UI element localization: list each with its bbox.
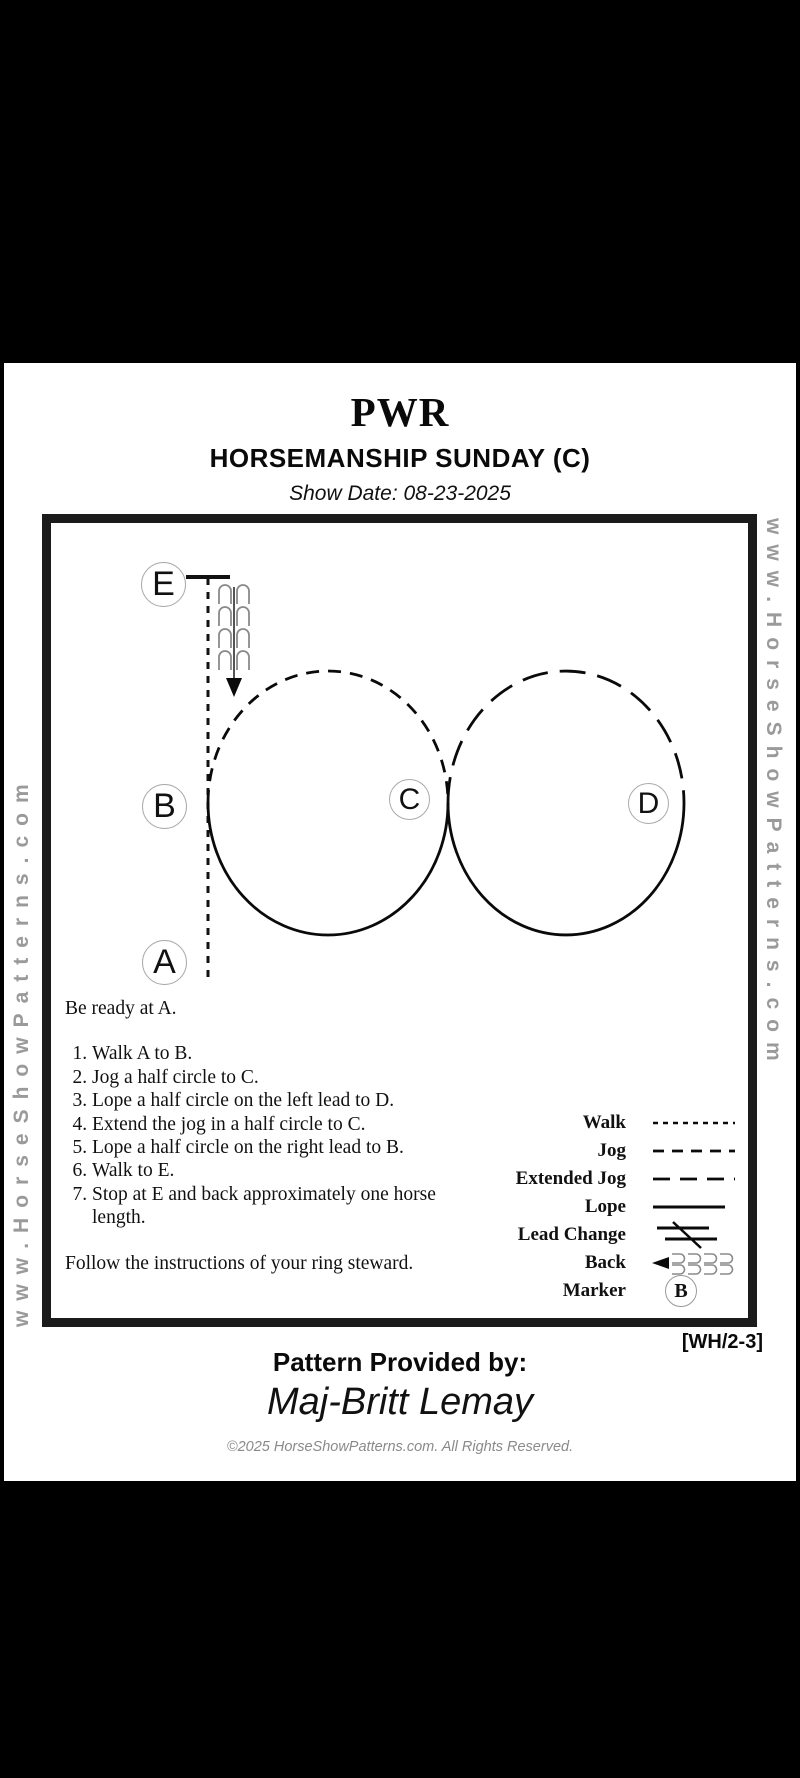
- legend-label: Lope: [584, 1196, 626, 1217]
- back-symbol-sample: [651, 1249, 737, 1277]
- lope-line-sample: [651, 1193, 737, 1221]
- legend-label: Lead Change: [517, 1224, 626, 1245]
- extended-jog-line-sample: [651, 1165, 737, 1193]
- legend-row-lead-change: [469, 1221, 737, 1249]
- legend-row-extended-jog: [469, 1165, 737, 1193]
- marker-a: [142, 940, 187, 985]
- instructions-block: [65, 997, 449, 1275]
- marker-a-label: A: [153, 943, 176, 981]
- provided-by-name: Maj-Britt Lemay: [266, 1381, 534, 1423]
- legend-row-jog: [469, 1137, 737, 1165]
- marker-sample-circle: [665, 1275, 697, 1307]
- instructions-intro: Be ready at A.: [65, 998, 177, 1019]
- marker-c-label: C: [398, 782, 421, 816]
- marker-sample-letter: B: [674, 1279, 688, 1302]
- copyright-note: ©2025 HorseShowPatterns.com. All Rights Reserved.: [226, 1439, 574, 1455]
- sheet-code: [WH/2-3]: [681, 1331, 763, 1353]
- legend-label: Marker: [562, 1280, 626, 1301]
- pattern-page: [4, 363, 796, 1481]
- lope-half-circle-left: [208, 803, 448, 935]
- marker-b-label: B: [153, 787, 176, 825]
- walk-line-sample: [651, 1109, 737, 1137]
- watermark-left: www.HorseShowPatterns.com: [10, 774, 33, 1327]
- instruction-step: 1. Walk A to B.: [92, 1042, 449, 1065]
- steward-note: Follow the instructions of your ring steward.: [65, 1252, 414, 1274]
- jog-line-sample: [651, 1137, 737, 1165]
- legend-label: Extended Jog: [515, 1168, 626, 1189]
- legend-row-lope: [469, 1193, 737, 1221]
- legend-label: Back: [584, 1252, 626, 1273]
- instruction-step: 4. Extend the jog in a half circle to C.: [92, 1113, 449, 1136]
- legend-row-back: [469, 1249, 737, 1277]
- legend-row-marker: [469, 1277, 737, 1305]
- show-date: Show Date: 08-23-2025: [289, 482, 511, 505]
- legend-label: Jog: [597, 1140, 626, 1161]
- instruction-step: 2. Jog a half circle to C.: [92, 1066, 449, 1089]
- instruction-step: 6. Walk to E.: [92, 1159, 449, 1182]
- arena-diagram: [42, 514, 757, 1327]
- instruction-step: 3. Lope a half circle on the left lead to D.: [92, 1089, 449, 1112]
- page-title: PWR: [350, 389, 450, 435]
- back-arrowhead: [226, 678, 242, 697]
- watermark-right: www.HorseShowPatterns.com: [762, 518, 785, 1071]
- marker-c: [389, 779, 430, 820]
- marker-e: [141, 562, 186, 607]
- provided-by-label: Pattern Provided by:: [272, 1347, 528, 1377]
- marker-e-label: E: [152, 565, 175, 603]
- lead-change-symbol: [651, 1221, 737, 1249]
- marker-d: [628, 783, 669, 824]
- legend: [469, 1109, 737, 1305]
- legend-label: Walk: [582, 1112, 626, 1133]
- instruction-step: 7. Stop at E and back approximately one horse length.: [92, 1183, 449, 1230]
- marker-sample: [651, 1277, 737, 1305]
- instructions-list: [65, 1042, 449, 1229]
- class-title: HORSEMANSHIP SUNDAY (C): [209, 443, 591, 473]
- marker-b: [142, 784, 187, 829]
- legend-row-walk: [469, 1109, 737, 1137]
- instruction-step: 5. Lope a half circle on the right lead to B.: [92, 1136, 449, 1159]
- marker-d-label: D: [637, 786, 660, 820]
